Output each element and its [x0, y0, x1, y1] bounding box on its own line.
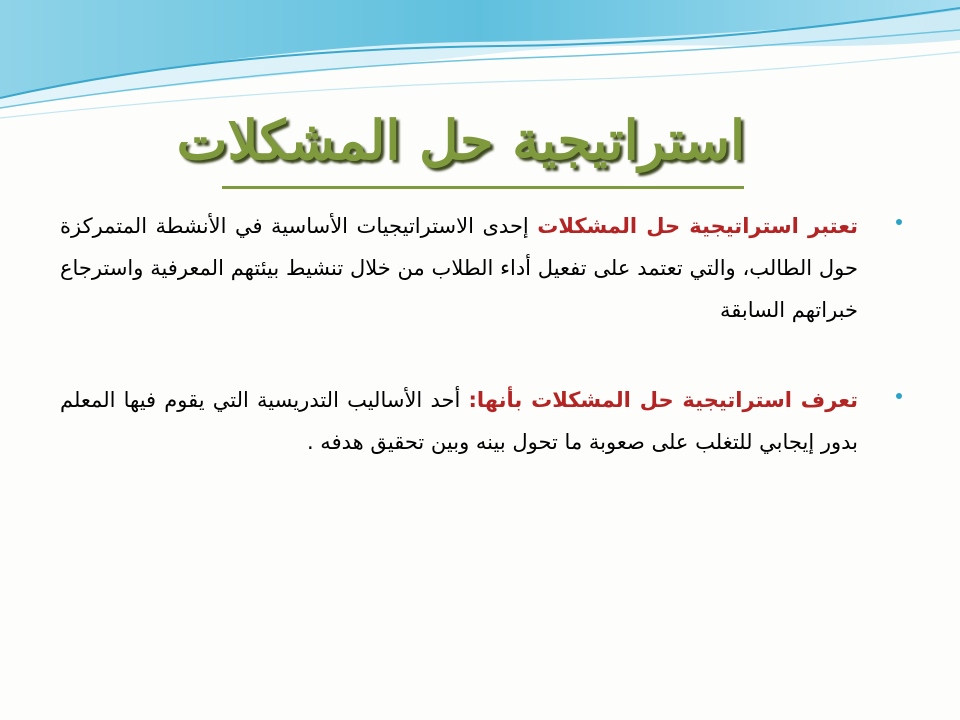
title-underline	[222, 186, 744, 189]
slide-content	[60, 205, 910, 463]
paragraph-1-text: إحدى الاستراتيجيات الأساسية في الأنشطة المتمركزة حول الطالب، والتي تعتمد على تفعيل أداء الطلاب من خلال تنشيط بيئتهم المعرفية واسترجاع خبراتهم السابقة	[60, 214, 858, 322]
bullet-paragraph-1	[60, 205, 910, 331]
paragraph-1-highlight: تعتبر استراتيجية حل المشكلات	[537, 214, 858, 238]
bullet-paragraph-2	[60, 379, 910, 463]
paragraph-2-text: أحد الأساليب التدريسية التي يقوم فيها المعلم بدور إيجابي للتغلب على صعوبة ما تحول بينه وبين تحقيق هدفه .	[60, 388, 858, 454]
paragraph-2-highlight: تعرف استراتيجية حل المشكلات بأنها:	[468, 388, 858, 412]
bullet-dot-icon	[896, 219, 902, 225]
bullet-dot-icon	[896, 393, 902, 399]
slide-title: استراتيجية حل المشكلات	[176, 108, 745, 172]
